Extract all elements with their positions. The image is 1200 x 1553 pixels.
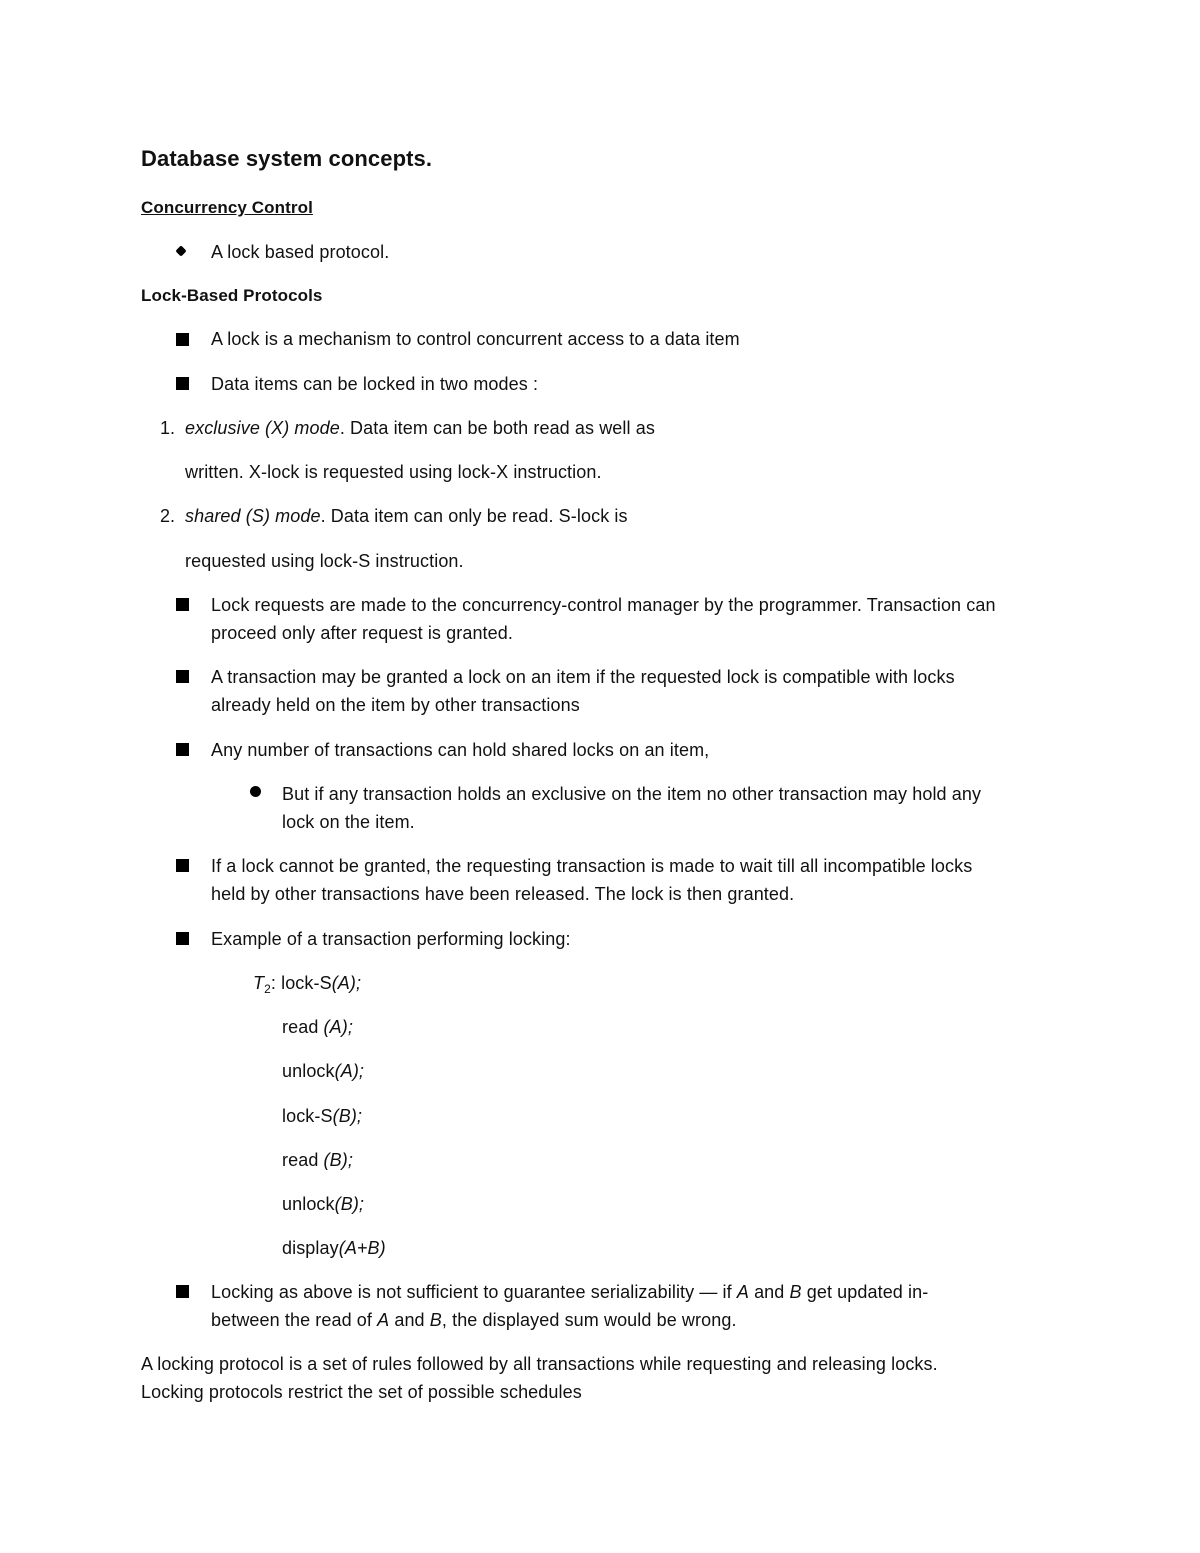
bullet-text: Data items can be locked in two modes : <box>211 374 539 394</box>
square-bullet-icon <box>176 598 189 611</box>
var-b: B <box>429 1310 442 1330</box>
section-heading-lock-based: Lock-Based Protocols <box>141 286 323 305</box>
code-arg: (A+B) <box>338 1238 386 1258</box>
code-line <box>282 1193 364 1215</box>
square-bullet-icon <box>176 1285 189 1298</box>
closing-paragraph-cont: Locking protocols restrict the set of possible schedules <box>141 1382 582 1402</box>
bullet-text: Example of a transaction performing locking: <box>211 929 571 949</box>
var-a: A <box>377 1310 390 1330</box>
code-arg: (A); <box>323 1017 353 1037</box>
square-bullet-icon <box>176 859 189 872</box>
numbered-item-continuation: written. X-lock is requested using lock-X instruction. <box>185 462 602 482</box>
text-run: and <box>389 1310 430 1330</box>
code-arg: (B); <box>323 1150 353 1170</box>
code-text: : lock-S <box>270 973 332 993</box>
code-arg: (A); <box>331 973 362 993</box>
item-rest-text: . Data item can be both read as well as <box>339 418 655 438</box>
item-rest-text: . Data item can only be read. S-lock is <box>320 506 628 526</box>
section-heading-concurrency: Concurrency Control <box>141 198 313 217</box>
bullet-text: A lock based protocol. <box>211 242 390 262</box>
code-arg: (B); <box>334 1194 365 1214</box>
bullet-text-cont: already held on the item by other transactions <box>211 695 580 715</box>
code-label: T <box>253 973 265 993</box>
code-arg: (B); <box>332 1106 363 1126</box>
var-b: B <box>789 1282 802 1302</box>
code-line <box>282 1237 386 1259</box>
code-text: unlock <box>282 1194 335 1214</box>
numbered-item-text <box>185 505 628 527</box>
bullet-text: A transaction may be granted a lock on an item if the requested lock is compatible with locks <box>211 667 955 687</box>
bullet-text-cont: proceed only after request is granted. <box>211 623 513 643</box>
bullet-text-cont: held by other transactions have been released. The lock is then granted. <box>211 884 795 904</box>
page-title: Database system concepts. <box>141 146 433 171</box>
list-number: 1. <box>160 418 176 438</box>
numbered-item-text <box>185 417 655 439</box>
bullet-text <box>211 1281 928 1303</box>
text-run: and <box>748 1282 790 1302</box>
sub-bullet-text: But if any transaction holds an exclusive on the item no other transaction may hold any <box>282 784 982 804</box>
code-text: read <box>282 1017 324 1037</box>
code-line <box>253 972 361 994</box>
circle-bullet-icon <box>250 786 261 797</box>
bullet-text-cont <box>211 1309 737 1331</box>
code-text: lock-S <box>282 1106 333 1126</box>
square-bullet-icon <box>176 932 189 945</box>
text-run: between the read of <box>211 1310 378 1330</box>
code-line <box>282 1060 364 1082</box>
code-line <box>282 1105 362 1127</box>
var-a: A <box>736 1282 749 1302</box>
list-number: 2. <box>160 506 176 526</box>
text-run: , the displayed sum would be wrong. <box>441 1310 737 1330</box>
code-text: display <box>282 1238 339 1258</box>
term-text: exclusive (X) mode <box>185 418 340 438</box>
term-text: shared (S) mode <box>185 506 321 526</box>
square-bullet-icon <box>176 333 189 346</box>
text-run: Locking as above is not sufficient to guarantee serializability — if <box>211 1282 737 1302</box>
code-arg: (A); <box>334 1061 365 1081</box>
bullet-text: Any number of transactions can hold shared locks on an item, <box>211 740 710 760</box>
code-text: unlock <box>282 1061 335 1081</box>
bullet-text: A lock is a mechanism to control concurrent access to a data item <box>211 329 740 349</box>
bullet-text: If a lock cannot be granted, the requesting transaction is made to wait till all incompatible locks <box>211 856 973 876</box>
square-bullet-icon <box>176 743 189 756</box>
bullet-text: Lock requests are made to the concurrency-control manager by the programmer. Transaction can <box>211 595 996 615</box>
code-subscript: 2 <box>264 982 271 996</box>
square-bullet-icon <box>176 377 189 390</box>
closing-paragraph: A locking protocol is a set of rules followed by all transactions while requesting and releasing locks. <box>141 1354 938 1374</box>
code-line <box>282 1149 353 1171</box>
square-bullet-icon <box>176 670 189 683</box>
text-run: get updated in- <box>801 1282 929 1302</box>
bullet-icon <box>175 245 186 256</box>
numbered-item-continuation: requested using lock-S instruction. <box>185 551 464 571</box>
code-text: read <box>282 1150 324 1170</box>
code-line <box>282 1016 353 1038</box>
sub-bullet-text-cont: lock on the item. <box>282 812 415 832</box>
